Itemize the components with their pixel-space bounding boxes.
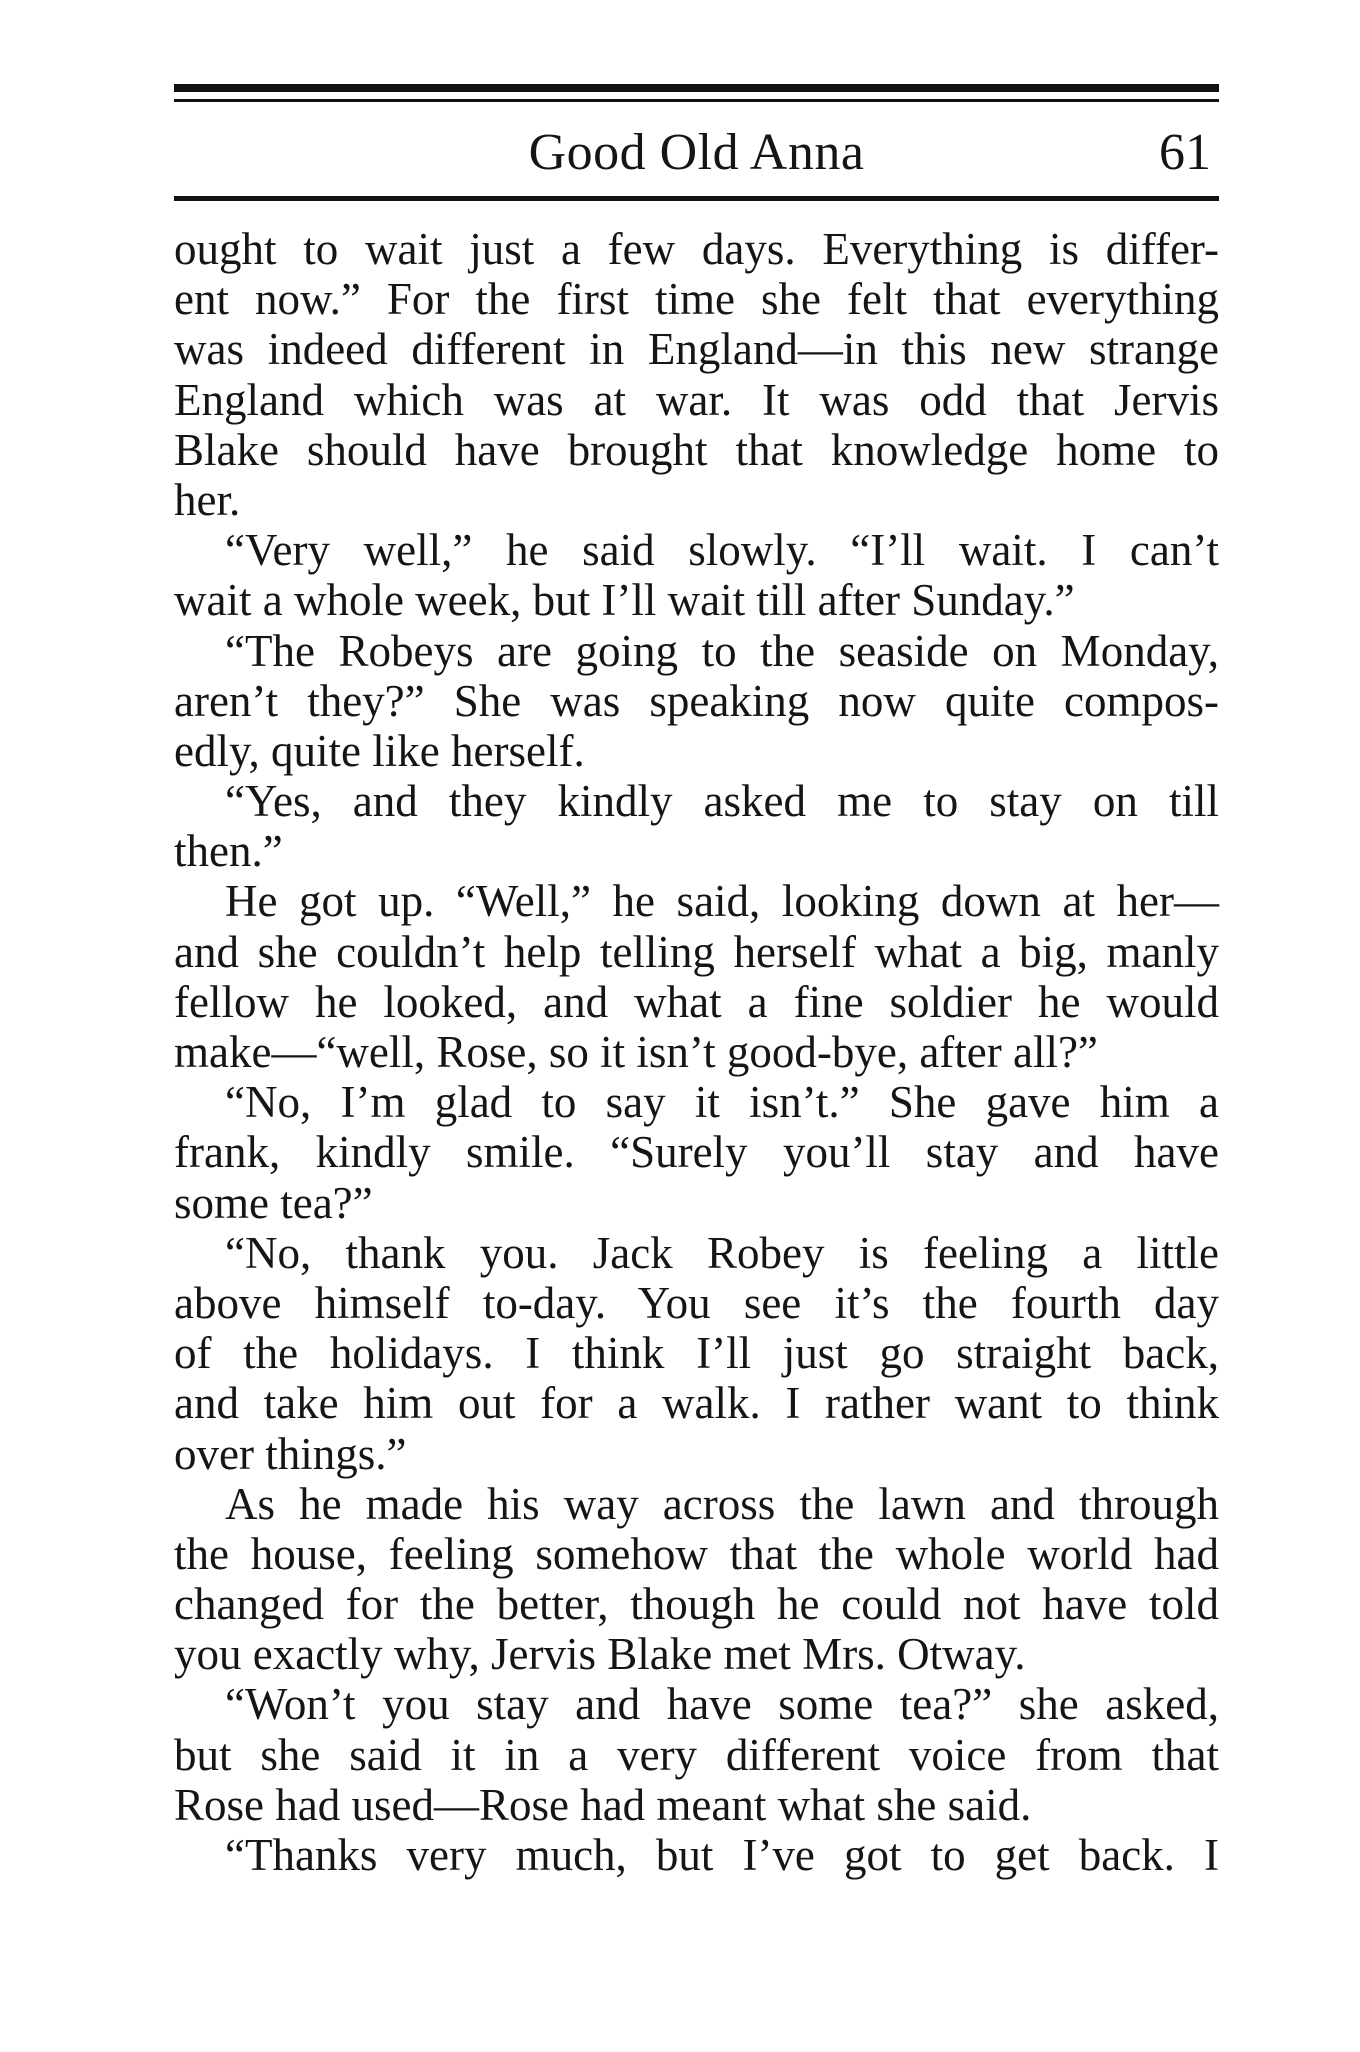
text-line: some tea?” [174,1177,373,1228]
text-line: edly, quite like herself. [174,725,585,776]
text-line: and she couldn’t help telling herself what a big, manly [174,926,1219,977]
text-line: frank, kindly smile. “Surely you’ll stay and have [174,1127,1219,1178]
text-line: but she said it in a very different voice from that [174,1729,1219,1780]
text-line: “The Robeys are going to the seaside on Monday, [225,625,1219,676]
text-line: above himself to-day. You see it’s the fourth day [174,1277,1219,1328]
text-line: “No, thank you. Jack Robey is feeling a little [225,1227,1219,1278]
text-line: He got up. “Well,” he said, looking down at her— [225,876,1219,927]
text-line: aren’t they?” She was speaking now quite compos- [174,675,1219,726]
running-head [174,118,1219,188]
text-line: Rose had used—Rose had meant what she said. [174,1779,1032,1830]
text-line: “Very well,” he said slowly. “I’ll wait. I can’t [225,525,1219,576]
text-line: “No, I’m glad to say it isn’t.” She gave him a [225,1077,1219,1128]
text-line: the house, feeling somehow that the whole world had [174,1528,1219,1579]
text-line: changed for the better, though he could not have told [174,1579,1219,1630]
text-line: her. [174,474,241,525]
text-line: you exactly why, Jervis Blake met Mrs. Otway. [174,1629,1026,1680]
text-line: “Thanks very much, but I’ve got to get back. I [225,1830,1219,1880]
text-line: England which was at war. It was odd that Jervis [174,374,1219,425]
running-title: Good Old Anna [528,124,865,181]
header-rule-thick [174,84,1219,92]
text-line: As he made his way across the lawn and through [225,1478,1219,1529]
text-line: “Yes, and they kindly asked me to stay on till [225,776,1219,827]
header-rule-thin [174,99,1219,102]
text-line: ent now.” For the first time she felt that everything [174,274,1219,325]
text-line: fellow he looked, and what a fine soldier he would [174,976,1219,1027]
text-line: of the holidays. I think I’ll just go straight back, [174,1328,1219,1379]
text-line: make—“well, Rose, so it isn’t good-bye, after all?” [174,1027,1098,1077]
text-line: ought to wait just a few days. Everything is differ- [174,224,1219,274]
text-line: “Won’t you stay and have some tea?” she asked, [225,1679,1219,1730]
page-number: 61 [1159,124,1211,181]
text-line: and take him out for a walk. I rather want to think [174,1378,1219,1429]
text-line: over things.” [174,1428,407,1479]
text-line: then.” [174,826,283,877]
body-text [174,224,1219,1880]
text-line: wait a whole week, but I’ll wait till after Sunday.” [174,575,1075,626]
text-line: was indeed different in England—in this new strange [174,324,1219,375]
text-line: Blake should have brought that knowledge home to [174,424,1219,475]
header-rule-bottom [174,196,1219,201]
